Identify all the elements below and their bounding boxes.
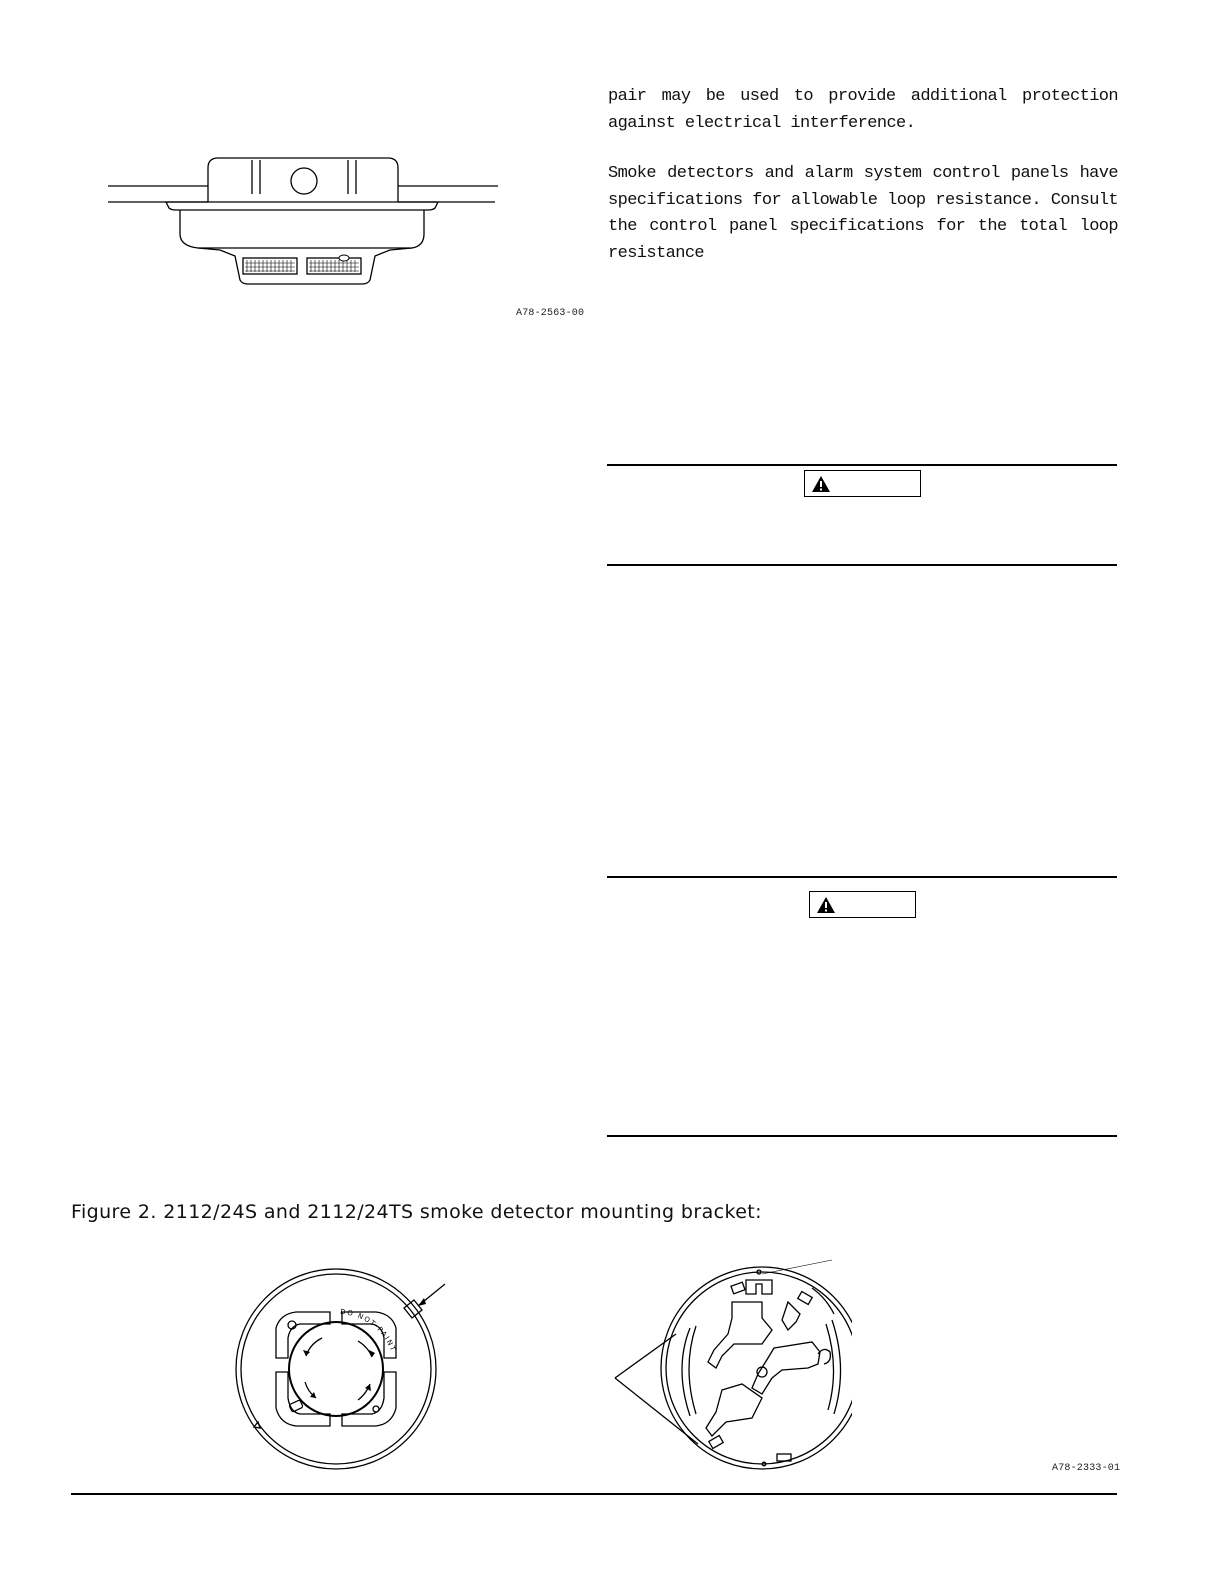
- paragraph-loop-resistance: Smoke detectors and alarm system control panels have specifications for allowable loop resistance. Consult the control panel specifications for the total loop resistance: [608, 164, 1118, 263]
- bracket-front-icon: [230, 1262, 460, 1477]
- bracket-front-figure: [230, 1262, 460, 1477]
- warning2-header: [809, 891, 916, 918]
- figure1-code: A78-2563-00: [516, 308, 585, 319]
- paragraph-interference: pair may be used to provide additional protection against electrical interference.: [608, 87, 1118, 133]
- figure2-code: A78-2333-01: [1052, 1463, 1121, 1474]
- figure2-caption: Figure 2. 2112/24S and 2112/24TS smoke detector mounting bracket:: [71, 1201, 762, 1223]
- warning2-bottom-rule: [607, 1135, 1117, 1137]
- do-not-paint-label: DO NOT PAINT: [339, 1307, 398, 1354]
- warning1-top-rule: [607, 464, 1117, 466]
- warning-triangle-icon: [816, 896, 836, 914]
- warning-triangle-icon: [811, 475, 831, 493]
- warning1-bottom-rule: [607, 564, 1117, 566]
- warning2-top-rule: [607, 876, 1117, 878]
- svg-text:DO NOT PAINT: [340, 1308, 398, 1354]
- page-bottom-rule: [71, 1493, 1117, 1495]
- smoke-detector-side-icon: [100, 150, 510, 295]
- warning1-header: [804, 470, 921, 497]
- bracket-back-figure: [612, 1258, 852, 1478]
- smoke-detector-side-figure: [100, 150, 510, 295]
- bracket-back-icon: [612, 1258, 852, 1478]
